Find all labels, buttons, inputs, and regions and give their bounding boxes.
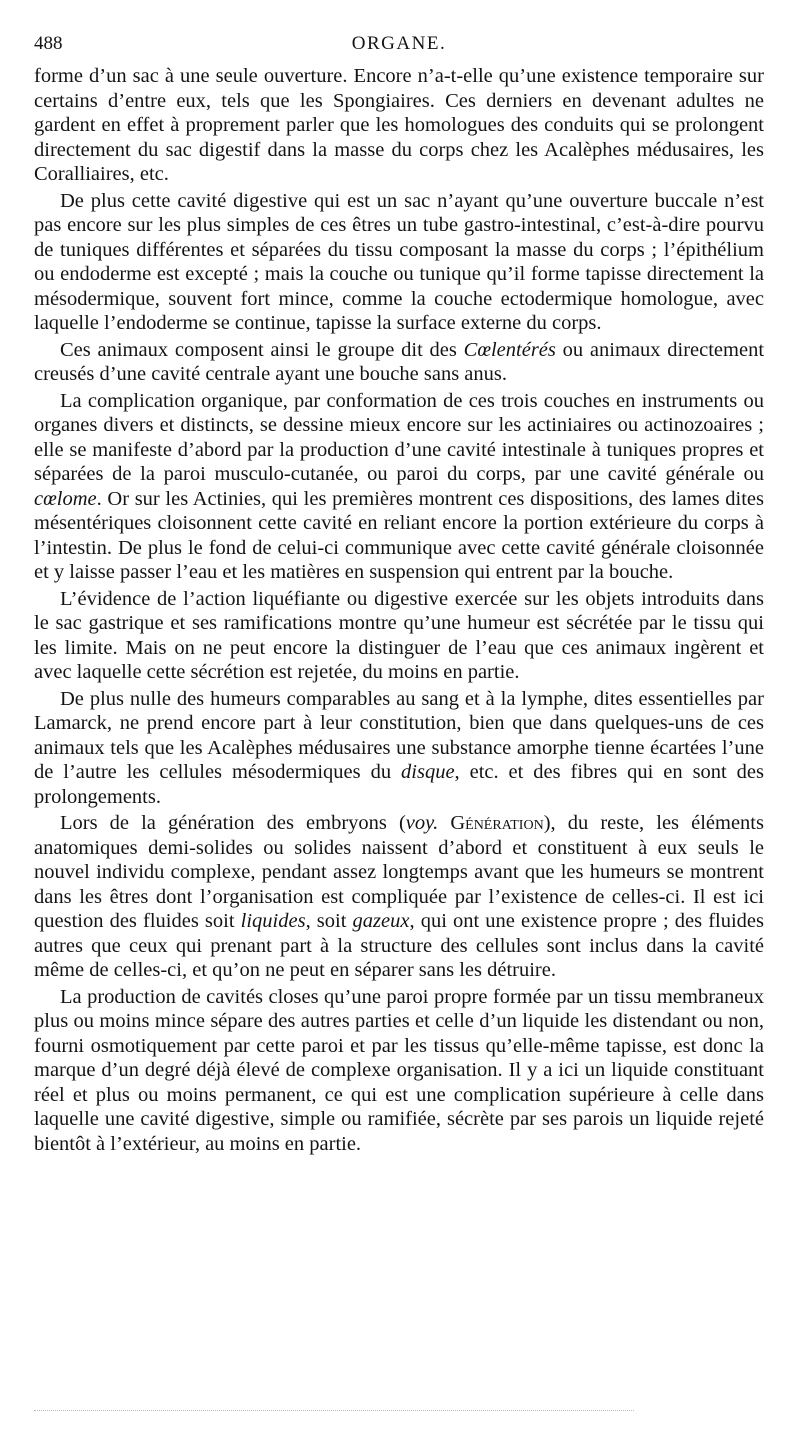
italic-term: cœlome (34, 487, 97, 510)
paragraph-text: . Or sur les Actinies, qui les premières montrent ces dispositions, des lames dites mésentériques cloisonnent cette cavité en reliant encore la portion extérieure du corps à l’intestin. De plus le fond de celui-ci communique avec cette cavité générale cloisonnée et y laisse passer l’eau et les matières en suspension qui entrent par la bouche. (34, 487, 764, 583)
paragraph-text: L’évidence de l’action liquéfiante ou digestive exercée sur les objets introduits dans le sac gastrique et ses ramifications montre qu’une humeur est sécrétée par le tissu qui les limite. Mais on ne peut encore la distinguer de l’eau que ces animaux ingèrent et avec laquelle cette sécrétion est rejetée, du moins en partie. (34, 587, 764, 683)
page-header (34, 32, 764, 56)
paragraph-text: , soit (305, 910, 353, 932)
paragraph-text: La production de cavités closes qu’une paroi propre formée par un tissu membraneux plus ou moins mince sépare des autres parties et celle d’un liquide les distendant ou non, fourni osmotiquement par cette paroi et par les tissus qu’elle-même tapisse, est donc la marque d’un degré déjà élevé de complexe organisation. Il y a ici un liquide constituant réel et plus ou moins permanent, ce qui est une complication supérieure à celle dans laquelle une cavité digestive, simple ou ramifiée, sécrète par ses parois un liquide rejeté bientôt à l’extérieur, au moins en partie. (34, 985, 764, 1155)
paragraph-text: , etc. et des fibres qui en sont des prolongements. (34, 761, 765, 808)
paragraph-text (438, 812, 450, 834)
page-number: 488 (34, 33, 63, 54)
paragraph-text: ), du reste, les éléments anatomiques demi-solides ou solides naissent d’abord et constituent à eux seuls le nouvel individu complexe, pendant assez longtemps avant que les humeurs se montrent dans les êtres dont l’organisation est compliquée par l’existence de celles-ci. Il est ici question des fluides soit (34, 812, 764, 932)
paragraph-text: ou animaux directement creusés d’une cavité centrale ayant une bouche sans anus. (34, 338, 765, 385)
italic-term: disque (401, 761, 455, 783)
paragraph-text: , qui ont une existence propre ; des fluides autres que ceux qui prenant part à la structure des cellules sont inclus dans la cavité même de celles-ci, et qu’on ne peut en séparer sans les détruire. (34, 910, 765, 981)
footer-rule (34, 1410, 634, 1411)
paragraph-text: La complication organique, par conformation de ces trois couches en instruments ou organes divers et distincts, se dessine mieux encore sur les actiniaires ou actinozoaires ; elle se manifeste d’abord par la production d’une cavité intestinale à tuniques propres et séparées de la paroi musculo-cutanée, ou paroi du corps, par une cavité générale ou (34, 389, 764, 485)
paragraph-text: Ces animaux composent ainsi le groupe dit des (60, 338, 464, 361)
italic-term: Cœlentérés (463, 338, 556, 361)
paragraph-2 (34, 189, 764, 336)
italic-term: voy. (405, 812, 439, 834)
paragraph-1 (34, 64, 764, 187)
italic-term: liquides (240, 910, 306, 932)
paragraph-text: De plus cette cavité digestive qui est un sac n’ayant qu’une ouverture buccale n’est pas encore sur les plus simples de ces êtres un tube gastro-intestinal, c’est-à-dire pourvu de tuniques différentes et séparées du tissu composant la masse du corps ; l’épithélium ou endoderme est excepté ; mais la couche ou tunique qu’il forme tapisse directement la mésodermique, souvent fort mince, comme la couche ectodermique homologue, avec laquelle l’endoderme se continue, tapisse la surface externe du corps. (34, 189, 764, 334)
paragraph-4 (34, 389, 764, 585)
running-title: ORGANE. (351, 33, 447, 54)
italic-term: gazeux (352, 910, 410, 932)
paragraph-6 (34, 687, 764, 810)
paragraph-text: forme d’un sac à une seule ouverture. Encore n’a-t-elle qu’une existence temporaire sur certains d’entre eux, tels que les Spongiaires. Ces derniers en devenant adultes ne gardent en effet à proprement parler que les homologues des conduits qui se prolongent directement du sac digestif dans la masse du corps chez les Acalèphes médusaires, les Coralliaires, etc. (34, 65, 764, 185)
paragraph-5 (34, 587, 764, 685)
paragraph-text: De plus nulle des humeurs comparables au sang et à la lymphe, dites essentielles par Lamarck, ne prend encore part à leur constitution, bien que dans quelques-uns de ces animaux tels que les Acalèphes médusaires une substance amorphe tienne écartées l’une de l’autre les cellules mésodermiques du (34, 687, 764, 783)
paragraph-8 (34, 985, 764, 1157)
cross-reference: Génération (450, 812, 544, 834)
paragraph-7 (34, 811, 764, 983)
paragraph-text: Lors de la génération des embryons ( (60, 812, 406, 834)
paragraph-3 (34, 338, 764, 387)
body-text (34, 64, 764, 1158)
